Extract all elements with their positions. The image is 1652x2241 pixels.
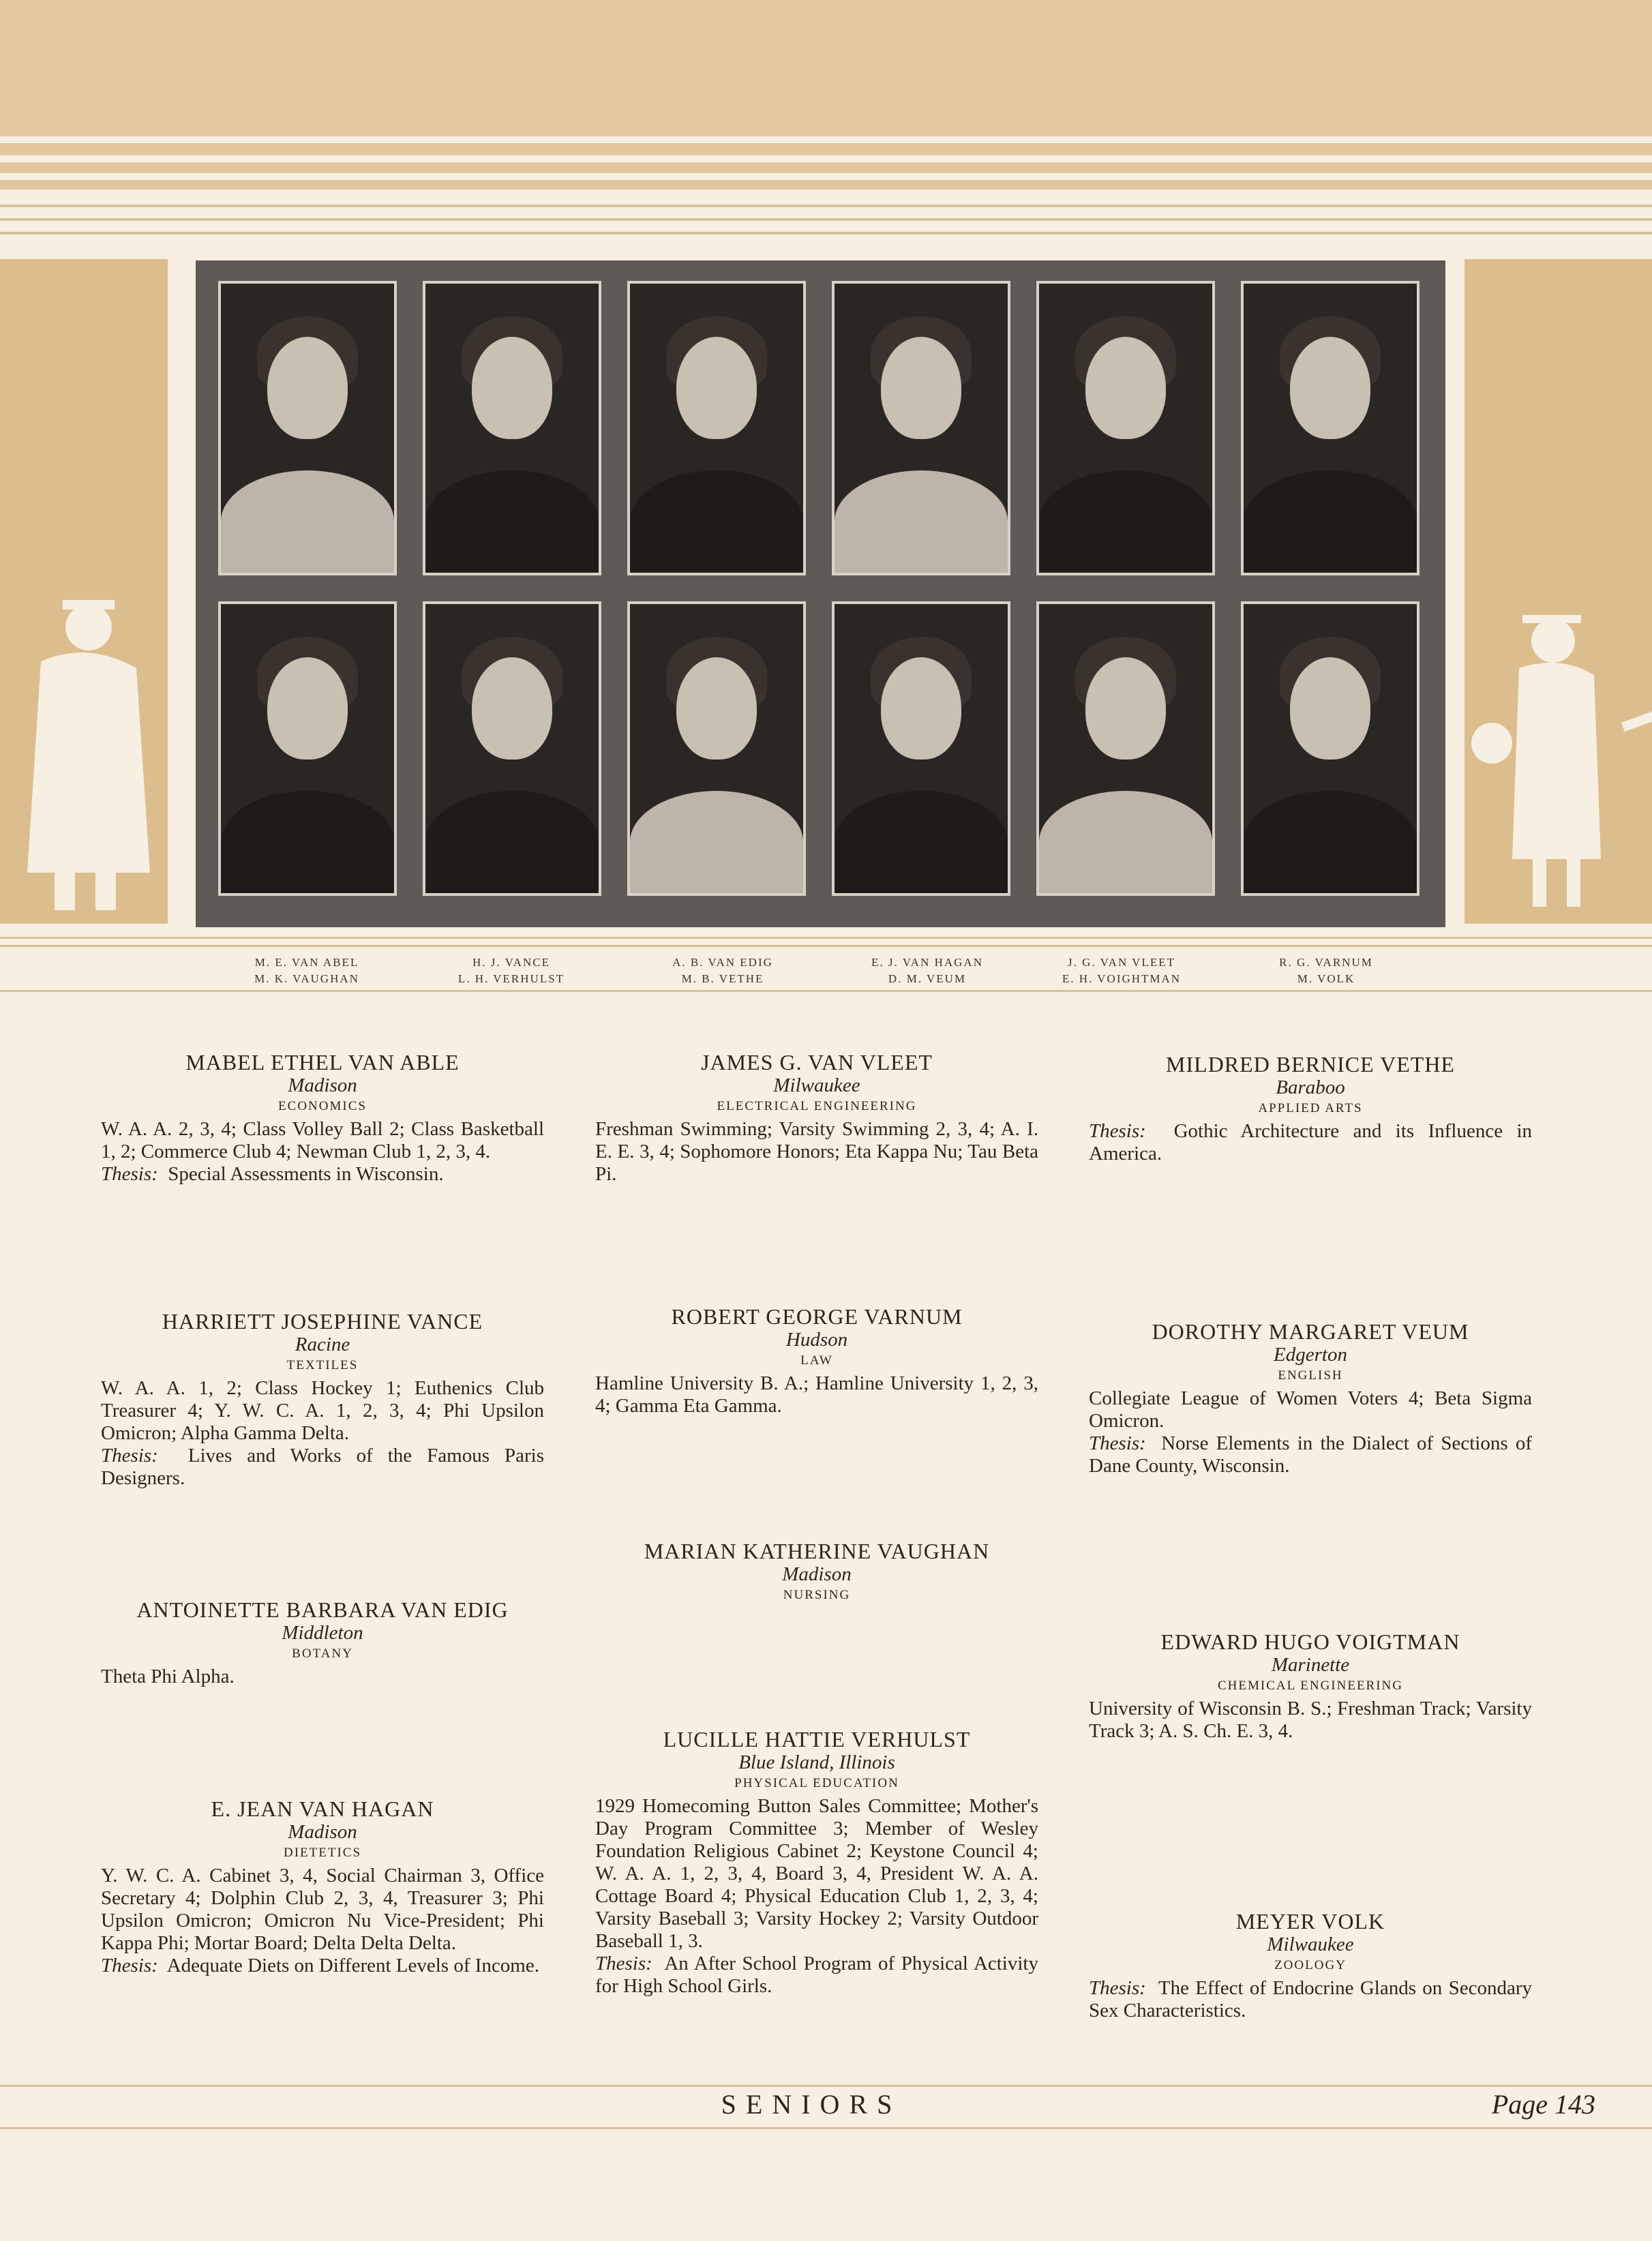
portrait-photo	[1036, 601, 1215, 896]
portrait-photo	[832, 601, 1010, 896]
department: DIETETICS	[283, 1846, 362, 1860]
senior-name: MARIAN KATHERINE VAUGHAN	[644, 1539, 990, 1563]
senior-name: ROBERT GEORGE VARNUM	[671, 1304, 963, 1329]
department: TEXTILES	[286, 1358, 359, 1372]
right-side-panel	[1465, 259, 1652, 924]
caption	[641, 954, 805, 987]
caption-bottom: D. M. VEUM	[888, 972, 967, 985]
senior-entry	[1089, 1909, 1532, 2022]
hometown: Milwaukee	[773, 1074, 860, 1096]
thesis-label: Thesis:	[101, 1163, 158, 1185]
portrait-photo	[627, 281, 806, 575]
thesis-title: Special Assessments in Wisconsin.	[168, 1163, 444, 1185]
caption-top: M. E. VAN ABEL	[254, 956, 359, 969]
hometown: Hudson	[785, 1329, 848, 1351]
thesis	[1089, 1432, 1532, 1477]
senior-name: DOROTHY MARGARET VEUM	[1152, 1319, 1469, 1344]
border-stripe	[0, 173, 1652, 180]
hometown: Baraboo	[1276, 1077, 1345, 1098]
thesis-title: Norse Elements in the Dialect of Sections of Dane County, Wisconsin.	[1089, 1432, 1532, 1477]
thesis-label: Thesis:	[1089, 1432, 1146, 1454]
senior-name: LUCILLE HATTIE VERHULST	[663, 1727, 971, 1751]
caption	[430, 954, 593, 987]
senior-name: JAMES G. VAN VLEET	[701, 1050, 933, 1074]
senior-name: E. JEAN VAN HAGAN	[211, 1796, 434, 1821]
thesis-title: Lives and Works of the Famous Paris Designers.	[101, 1445, 544, 1489]
caption-bottom: M. B. VETHE	[681, 972, 764, 985]
department: ELECTRICAL ENGINEERING	[717, 1099, 917, 1113]
senior-entry	[1089, 1629, 1532, 1743]
department: ENGLISH	[1278, 1368, 1343, 1383]
thesis	[595, 1953, 1038, 1998]
page-number: Page 143	[1491, 2089, 1595, 2120]
hometown: Madison	[288, 1074, 357, 1096]
caption	[225, 954, 389, 987]
graduate-figure-icon	[1465, 600, 1652, 920]
hometown: Middleton	[282, 1622, 363, 1644]
thesis-label: Thesis:	[1089, 1977, 1146, 1999]
top-border	[0, 0, 1652, 136]
activities: 1929 Homecoming Button Sales Committee; Mother's Day Program Committee 3; Member of Wesley Foundation Religious Cabinet 2; Keystone Council 4; W. A. A. 1, 2, 3, 4, Board 3, 4, President W. A. A. Cottage Board 4; Physical Education Club 1, 2, 3, 4; Varsity Baseball 3; Varsity Hockey 2; Varsity Outdoor Baseball 1, 3.	[595, 1795, 1038, 1952]
thesis-label: Thesis:	[595, 1953, 652, 1974]
caption-bottom: E. H. VOIGHTMAN	[1062, 972, 1182, 985]
senior-name: ANTOINETTE BARBARA VAN EDIG	[136, 1597, 509, 1622]
activities: University of Wisconsin B. S.; Freshman Track; Varsity Track 3; A. S. Ch. E. 3, 4.	[1089, 1698, 1532, 1742]
caption	[845, 954, 1009, 987]
thesis-title: Gothic Architecture and its Influence in America.	[1089, 1120, 1533, 1164]
caption-bottom: M. VOLK	[1297, 972, 1355, 985]
senior-entry	[101, 1796, 544, 1977]
senior-name: EDWARD HUGO VOIGTMAN	[1160, 1629, 1460, 1654]
hometown: Blue Island, Illinois	[738, 1751, 895, 1773]
activities: W. A. A. 2, 3, 4; Class Volley Ball 2; Class Basketball 1, 2; Commerce Club 4; Newman Club 1, 2, 3, 4.	[101, 1118, 544, 1162]
rule-line	[0, 945, 1652, 947]
portrait-photo	[218, 601, 397, 896]
section-title: SENIORS	[721, 2089, 902, 2120]
hometown: Madison	[782, 1563, 852, 1585]
thesis-title: The Effect of Endocrine Glands on Secondary Sex Characteristics.	[1089, 1977, 1532, 2021]
department: PHYSICAL EDUCATION	[734, 1776, 899, 1790]
senior-name: HARRIETT JOSEPHINE VANCE	[162, 1309, 483, 1334]
department: LAW	[800, 1353, 833, 1368]
border-stripe	[0, 136, 1652, 143]
senior-entry	[595, 1539, 1038, 1607]
graduate-figure-icon	[0, 586, 168, 920]
department: ECONOMICS	[278, 1099, 367, 1113]
senior-entry	[595, 1050, 1038, 1186]
caption-top: R. G. VARNUM	[1279, 956, 1373, 969]
portrait-photo	[423, 281, 601, 575]
portrait-photo	[627, 601, 806, 896]
border-stripe	[0, 162, 1652, 173]
hometown: Milwaukee	[1267, 1934, 1354, 1955]
portrait-photo	[1241, 601, 1420, 896]
thesis	[101, 1163, 544, 1186]
activities: Freshman Swimming; Varsity Swimming 2, 3, 4; A. I. E. E. 3, 4; Sophomore Honors; Eta Kappa Nu; Tau Beta Pi.	[595, 1118, 1038, 1185]
rule-line	[0, 937, 1652, 939]
hometown: Racine	[295, 1334, 350, 1355]
rule-line	[0, 218, 1652, 221]
senior-entry	[595, 1727, 1038, 1998]
caption	[1040, 954, 1203, 987]
portrait-grid	[196, 260, 1445, 927]
border-stripe	[0, 180, 1652, 190]
border-stripe	[0, 143, 1652, 155]
thesis-title: An After School Program of Physical Activity for High School Girls.	[595, 1953, 1038, 1997]
portrait-captions	[0, 954, 1652, 989]
department: APPLIED ARTS	[1258, 1101, 1363, 1115]
thesis	[101, 1955, 544, 1977]
caption-top: H. J. VANCE	[472, 956, 550, 969]
senior-entry	[595, 1304, 1038, 1417]
department: BOTANY	[292, 1646, 353, 1661]
caption-bottom: L. H. VERHULST	[457, 972, 565, 985]
thesis	[1089, 1120, 1532, 1165]
senior-name: MABEL ETHEL VAN ABLE	[185, 1050, 460, 1074]
portrait-photo	[1036, 281, 1215, 575]
portrait-photo	[218, 281, 397, 575]
caption	[1244, 954, 1408, 987]
senior-name: MILDRED BERNICE VETHE	[1166, 1052, 1455, 1077]
rule-line	[0, 990, 1652, 992]
left-side-panel	[0, 259, 168, 924]
activities: Theta Phi Alpha.	[101, 1666, 235, 1687]
portrait-photo	[423, 601, 601, 896]
thesis-label: Thesis:	[101, 1955, 158, 1976]
activities: Hamline University B. A.; Hamline University 1, 2, 3, 4; Gamma Eta Gamma.	[595, 1372, 1038, 1417]
caption-top: J. G. VAN VLEET	[1068, 956, 1175, 969]
portrait-photo	[832, 281, 1010, 575]
senior-name: MEYER VOLK	[1235, 1909, 1385, 1934]
thesis	[101, 1445, 544, 1490]
department: NURSING	[783, 1588, 851, 1602]
caption-top: E. J. VAN HAGAN	[871, 956, 983, 969]
footer-rule	[0, 2085, 1652, 2087]
thesis-label: Thesis:	[101, 1445, 158, 1467]
department: ZOOLOGY	[1274, 1958, 1347, 1972]
senior-entry	[101, 1597, 544, 1688]
caption-top: A. B. VAN EDIG	[672, 956, 773, 969]
hometown: Madison	[288, 1821, 357, 1843]
thesis-title: Adequate Diets on Different Levels of Income.	[166, 1955, 539, 1976]
rule-line	[0, 232, 1652, 235]
rule-line	[0, 205, 1652, 207]
department: CHEMICAL ENGINEERING	[1217, 1679, 1404, 1693]
thesis-label: Thesis:	[1089, 1120, 1146, 1142]
senior-entry	[101, 1050, 544, 1186]
senior-entry	[1089, 1052, 1532, 1165]
thesis	[1089, 1977, 1532, 2022]
caption-bottom: M. K. VAUGHAN	[254, 972, 359, 985]
senior-entry	[101, 1309, 544, 1490]
hometown: Edgerton	[1274, 1344, 1347, 1366]
footer-rule	[0, 2127, 1652, 2129]
activities: Y. W. C. A. Cabinet 3, 4, Social Chairman 3, Office Secretary 4; Dolphin Club 2, 3, 4, Treasurer 3; Phi Upsilon Omicron; Omicron Nu Vice-President; Phi Kappa Phi; Mortar Board; Delta Delta Delta.	[101, 1865, 544, 1954]
portrait-photo	[1241, 281, 1420, 575]
activities: Collegiate League of Women Voters 4; Beta Sigma Omicron.	[1089, 1387, 1532, 1432]
activities: W. A. A. 1, 2; Class Hockey 1; Euthenics Club Treasurer 4; Y. W. C. A. 1, 2, 3, 4; Phi Upsilon Omicron; Alpha Gamma Delta.	[101, 1377, 544, 1444]
senior-entry	[1089, 1319, 1532, 1477]
border-stripe	[0, 155, 1652, 162]
hometown: Marinette	[1271, 1654, 1350, 1676]
